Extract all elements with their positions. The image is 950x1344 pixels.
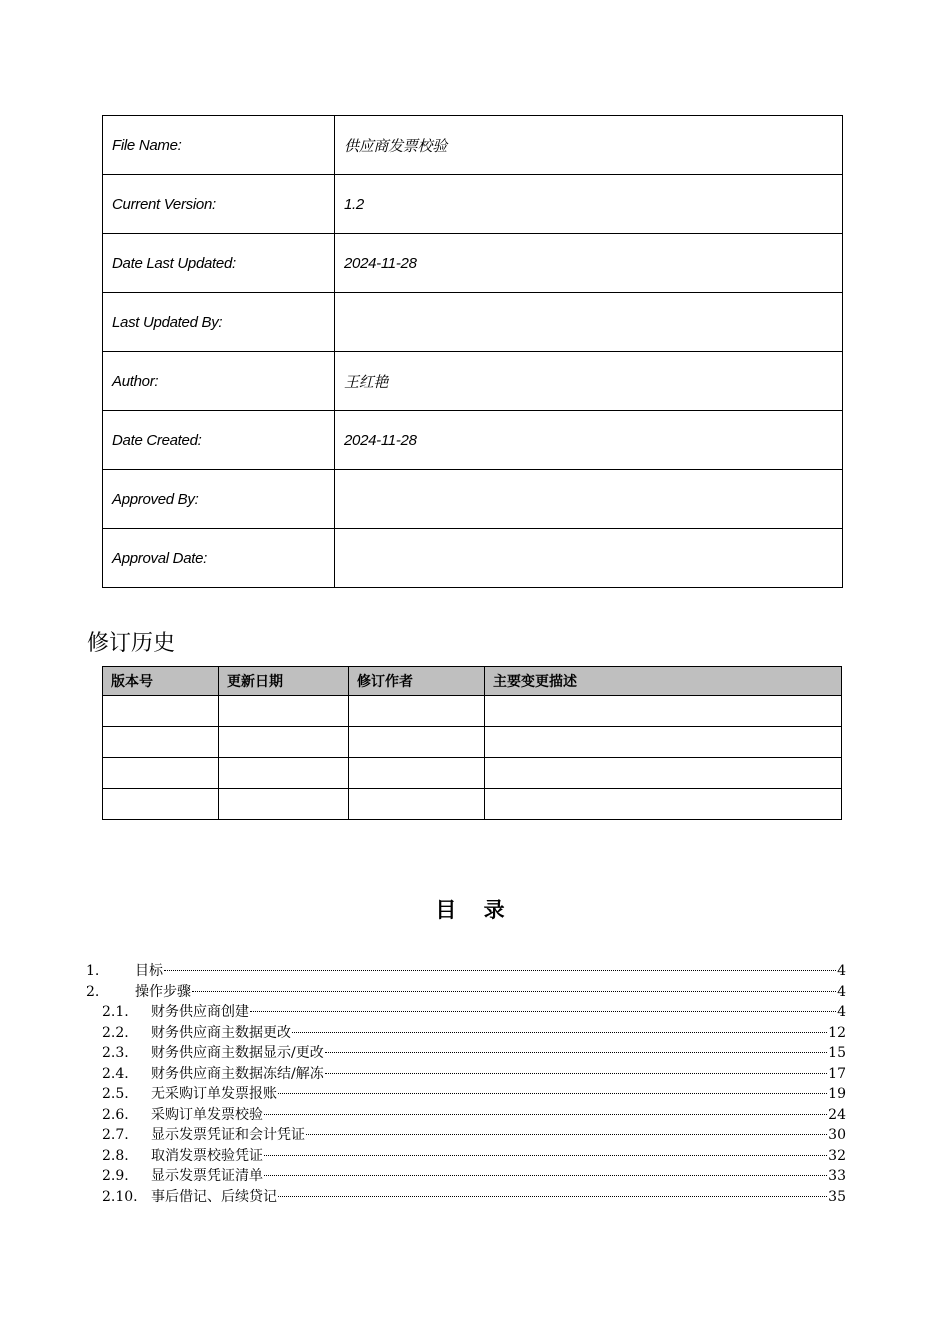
toc-leader (278, 1196, 827, 1197)
toc-entry[interactable] (86, 1064, 846, 1085)
info-row (103, 470, 843, 529)
info-label: Current Version: (103, 175, 335, 234)
toc-entry[interactable] (86, 1084, 846, 1105)
toc-text: 显示发票凭证和会计凭证 (151, 1127, 305, 1143)
toc-number: 2.10. (102, 1188, 138, 1205)
toc-entry[interactable] (86, 1043, 846, 1064)
toc-number: 2.9. (102, 1168, 129, 1184)
toc-entry[interactable] (86, 1105, 846, 1126)
toc-text: 财务供应商创建 (151, 1004, 249, 1020)
toc-number: 2.2. (102, 1024, 129, 1041)
info-label: Date Last Updated: (103, 234, 335, 293)
table-row (103, 696, 842, 727)
toc-number: 1. (86, 963, 100, 979)
toc-entry[interactable] (86, 1166, 846, 1187)
toc-leader (264, 1175, 827, 1176)
toc-text: 采购订单发票校验 (151, 1106, 263, 1123)
column-header-version: 版本号 (103, 667, 219, 696)
info-row (103, 293, 843, 352)
info-value (335, 470, 843, 529)
info-value: 2024-11-28 (335, 411, 843, 470)
toc-number: 2.8. (102, 1147, 129, 1164)
info-label: Date Created: (103, 411, 335, 470)
toc-leader (192, 991, 836, 992)
info-row (103, 116, 843, 175)
info-value: 1.2 (335, 175, 843, 234)
info-label: File Name: (103, 116, 335, 175)
toc-page: 33 (828, 1168, 846, 1184)
toc-page: 4 (837, 1004, 846, 1020)
toc-entry[interactable] (86, 1023, 846, 1044)
toc-leader (250, 1011, 836, 1012)
toc-number: 2.5. (102, 1086, 129, 1102)
info-row (103, 529, 843, 588)
toc-number: 2.3. (102, 1045, 129, 1061)
toc-text: 财务供应商主数据显示/更改 (151, 1045, 324, 1061)
toc-leader (292, 1032, 827, 1033)
toc-entry[interactable] (86, 1002, 846, 1023)
info-label: Approved By: (103, 470, 335, 529)
toc-leader (164, 970, 836, 971)
document-info-table (102, 115, 843, 588)
toc-entry[interactable] (86, 1146, 846, 1167)
toc-number: 2.4. (102, 1065, 129, 1082)
toc-text: 目标 (135, 963, 163, 979)
toc-number: 2.6. (102, 1106, 129, 1123)
toc-page: 32 (828, 1147, 846, 1164)
info-value (335, 293, 843, 352)
toc-leader (325, 1073, 827, 1074)
toc-page: 4 (837, 983, 846, 1000)
toc-entry[interactable] (86, 982, 846, 1003)
toc-text: 显示发票凭证清单 (151, 1168, 263, 1184)
toc-number: 2. (86, 983, 100, 1000)
table-row (103, 727, 842, 758)
toc-entry[interactable] (86, 1187, 846, 1208)
toc-leader (306, 1134, 827, 1135)
toc-entry[interactable] (86, 1125, 846, 1146)
table-row (103, 789, 842, 820)
info-value: 王红艳 (335, 352, 843, 411)
info-value: 供应商发票校验 (335, 116, 843, 175)
toc-leader (264, 1155, 827, 1156)
info-row (103, 234, 843, 293)
toc-entry[interactable] (86, 961, 846, 982)
info-label: Approval Date: (103, 529, 335, 588)
toc-text: 事后借记、后续贷记 (151, 1188, 277, 1205)
toc-leader (264, 1114, 827, 1115)
toc-page: 24 (828, 1106, 846, 1123)
toc-text: 无采购订单发票报账 (151, 1086, 277, 1102)
table-row (103, 758, 842, 789)
toc-page: 17 (828, 1065, 846, 1082)
toc-page: 19 (828, 1086, 846, 1102)
column-header-description: 主要变更描述 (485, 667, 842, 696)
toc-text: 财务供应商主数据冻结/解冻 (151, 1065, 324, 1082)
toc-page: 35 (828, 1188, 846, 1205)
toc-text: 操作步骤 (135, 983, 191, 1000)
toc-text: 取消发票校验凭证 (151, 1147, 263, 1164)
toc-text: 财务供应商主数据更改 (151, 1024, 291, 1041)
toc-leader (325, 1052, 827, 1053)
toc-number: 2.1. (102, 1004, 129, 1020)
table-of-contents (86, 961, 846, 1207)
toc-title: 目 录 (435, 897, 515, 922)
column-header-date: 更新日期 (219, 667, 349, 696)
toc-page: 4 (837, 963, 846, 979)
column-header-author: 修订作者 (349, 667, 485, 696)
toc-page: 12 (828, 1024, 846, 1041)
info-label: Last Updated By: (103, 293, 335, 352)
info-value (335, 529, 843, 588)
info-row (103, 411, 843, 470)
info-row (103, 175, 843, 234)
info-value: 2024-11-28 (335, 234, 843, 293)
toc-page: 15 (828, 1045, 846, 1061)
revision-history-table (102, 666, 842, 820)
toc-leader (278, 1093, 827, 1094)
info-label: Author: (103, 352, 335, 411)
toc-page: 30 (828, 1127, 846, 1143)
revision-header-row (103, 667, 842, 696)
toc-number: 2.7. (102, 1127, 129, 1143)
info-row (103, 352, 843, 411)
revision-history-title: 修订历史 (87, 631, 176, 656)
